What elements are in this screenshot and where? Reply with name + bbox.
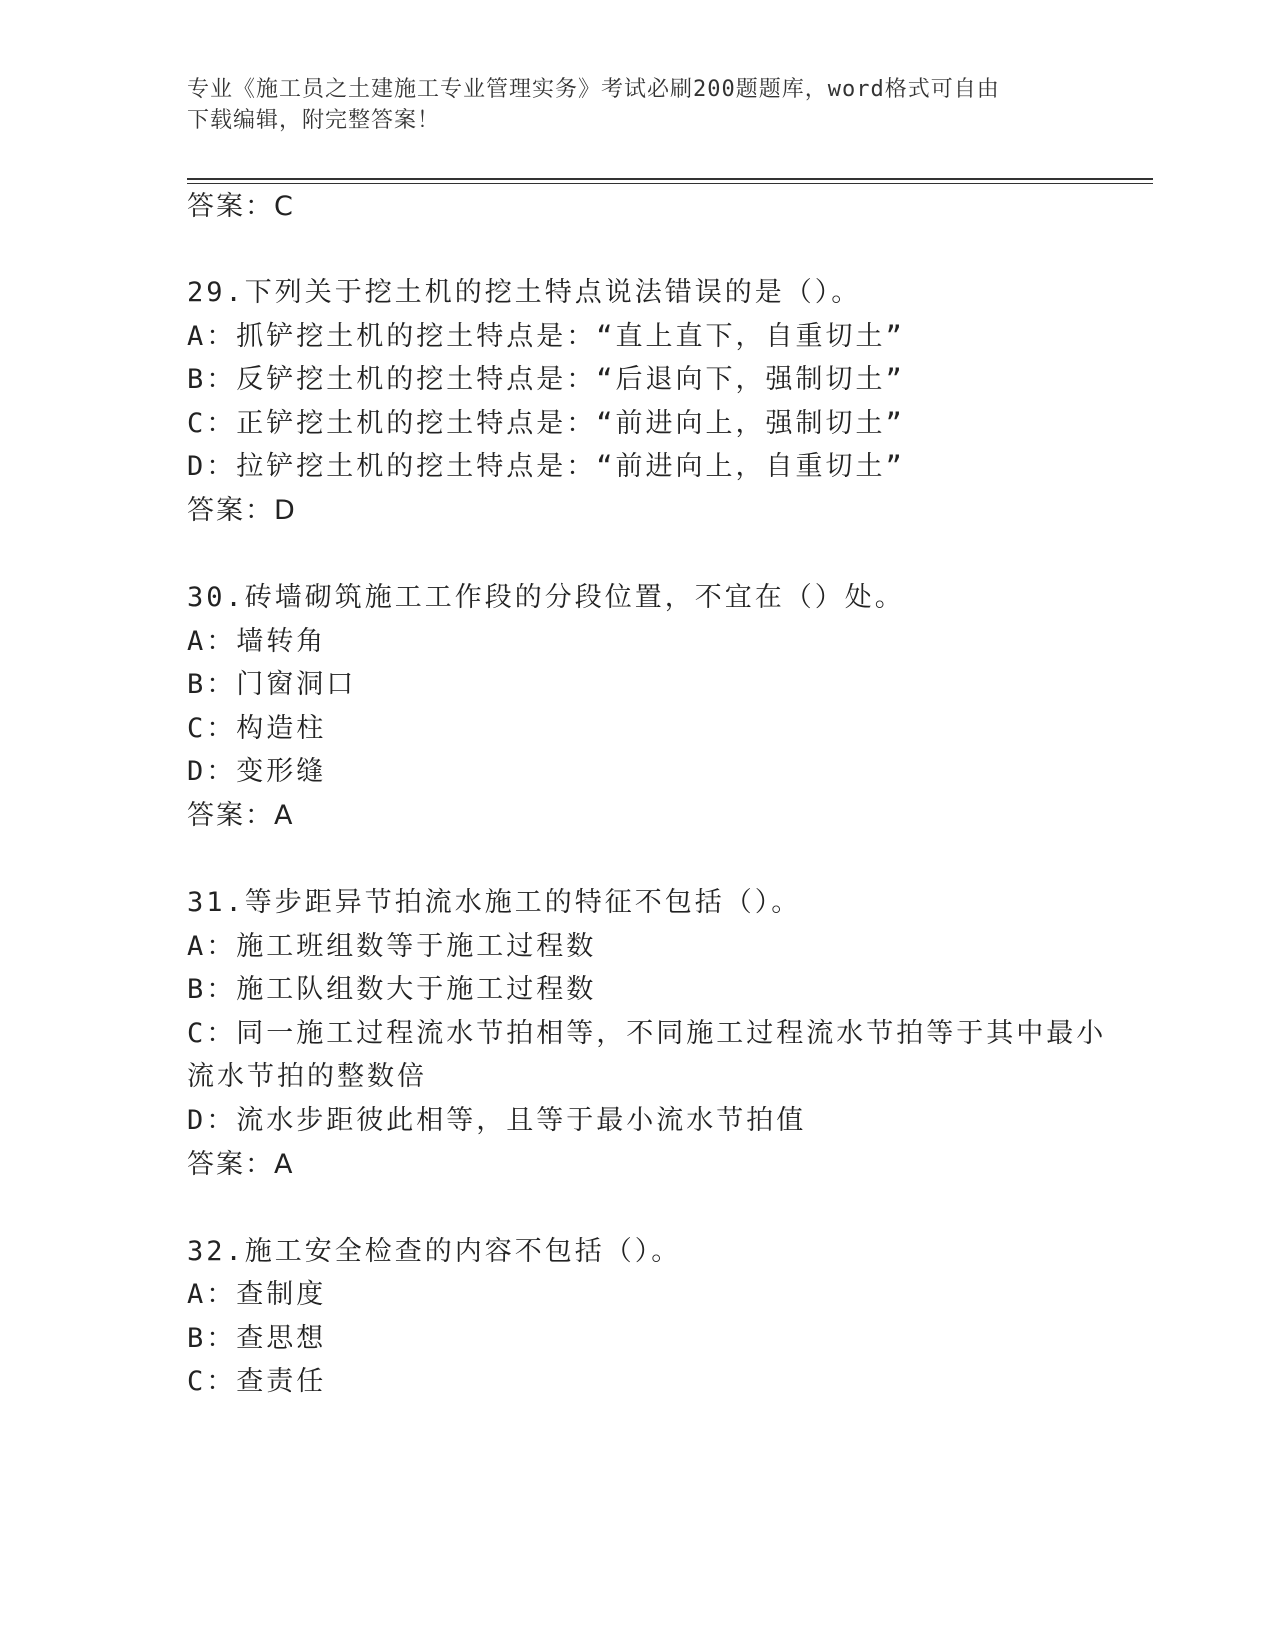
question-30-option-b: B：门窗洞口: [187, 669, 357, 700]
document-header: [187, 74, 1087, 136]
question-29-answer: 答案：D: [187, 495, 297, 526]
question-31-option-a: A：施工班组数等于施工过程数: [187, 931, 597, 962]
question-32-option-b: B：查思想: [187, 1323, 327, 1354]
question-31-option-d: D：流水步距彼此相等，且等于最小流水节拍值: [187, 1105, 807, 1136]
question-30-option-c: C：构造柱: [187, 713, 327, 744]
question-31-option-c-cont: 流水节拍的整数倍: [187, 1061, 427, 1092]
header-divider-thin: [187, 183, 1153, 184]
question-29-option-b: B：反铲挖土机的挖土特点是：“后退向下，强制切土”: [187, 364, 905, 395]
question-29-option-c: C：正铲挖土机的挖土特点是：“前进向上，强制切土”: [187, 408, 905, 439]
question-30-option-a: A：墙转角: [187, 626, 327, 657]
question-31-option-b: B：施工队组数大于施工过程数: [187, 974, 597, 1005]
header-line-1: 专业《施工员之土建施工专业管理实务》考试必刷200题题库，word格式可自由: [187, 77, 1000, 102]
question-32-option-a: A：查制度: [187, 1279, 327, 1310]
question-29-option-a: A：抓铲挖土机的挖土特点是：“直上直下，自重切土”: [187, 321, 905, 352]
question-30-answer: 答案：A: [187, 800, 295, 831]
question-32-option-c: C：查责任: [187, 1366, 327, 1397]
answer-28: 答案：C: [187, 191, 295, 222]
header-divider-thick: [187, 178, 1153, 180]
question-30-stem: 30.砖墙砌筑施工工作段的分段位置，不宜在（）处。: [187, 582, 905, 613]
question-31-stem: 31.等步距异节拍流水施工的特征不包括（）。: [187, 887, 802, 918]
question-32-stem: 32.施工安全检查的内容不包括（）。: [187, 1236, 682, 1267]
header-line-2: 下载编辑，附完整答案！: [187, 108, 441, 133]
question-31-option-c: C：同一施工过程流水节拍相等，不同施工过程流水节拍等于其中最小: [187, 1018, 1107, 1049]
question-31-answer: 答案：A: [187, 1149, 295, 1180]
question-29-stem: 29.下列关于挖土机的挖土特点说法错误的是（）。: [187, 277, 862, 308]
question-29-option-d: D：拉铲挖土机的挖土特点是：“前进向上，自重切土”: [187, 451, 905, 482]
question-30-option-d: D：变形缝: [187, 756, 327, 787]
